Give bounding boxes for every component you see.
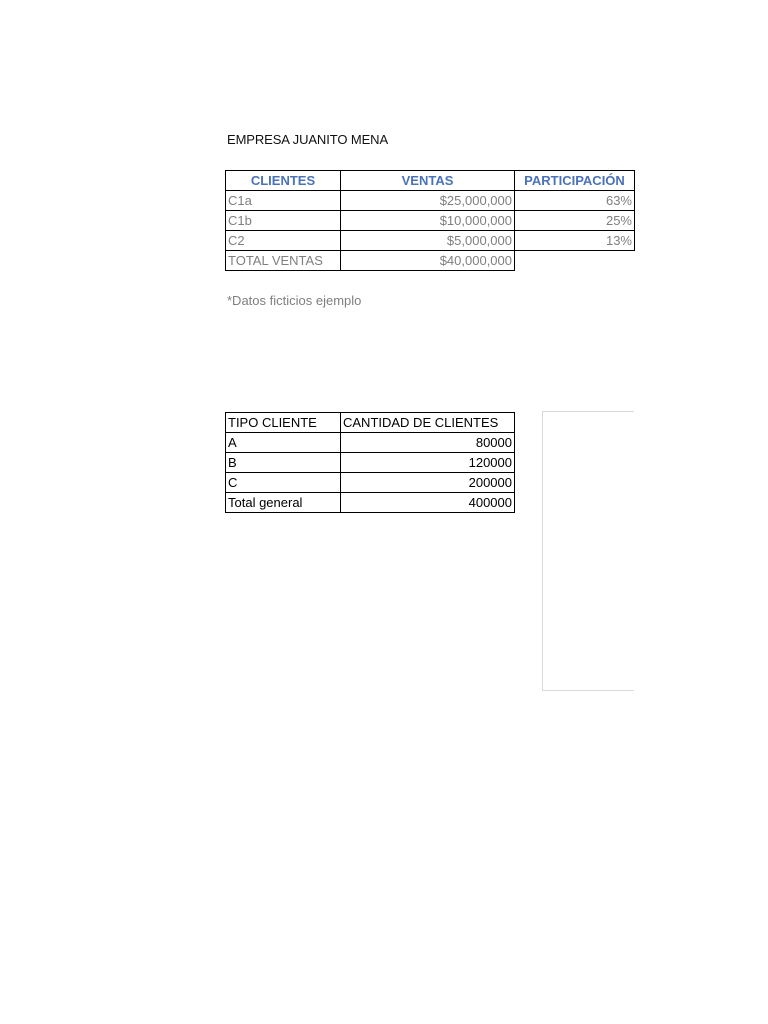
table-row: [226, 433, 515, 453]
cell-ventas: $10,000,000: [341, 211, 515, 231]
table-row: [226, 231, 635, 251]
cell-cantidad: 200000: [341, 473, 515, 493]
cell-total-value: 400000: [341, 493, 515, 513]
table-row: [226, 473, 515, 493]
table-total-row: [226, 493, 515, 513]
document-title: EMPRESA JUANITO MENA: [227, 132, 389, 147]
cell-cantidad: 120000: [341, 453, 515, 473]
table-row: [226, 191, 635, 211]
cell-participacion: 13%: [515, 231, 635, 251]
table-row: [226, 453, 515, 473]
column-header-tipo-cliente: TIPO CLIENTE: [226, 413, 341, 433]
sales-table: [225, 170, 635, 271]
column-header-cantidad: CANTIDAD DE CLIENTES: [341, 413, 515, 433]
cell-tipo: B: [226, 453, 341, 473]
table-total-row: [226, 251, 635, 271]
column-header-clientes: CLIENTES: [226, 171, 341, 191]
cell-cliente: C1a: [226, 191, 341, 211]
cell-cliente: C1b: [226, 211, 341, 231]
chart-placeholder-frame: [542, 411, 634, 691]
cell-participacion: 25%: [515, 211, 635, 231]
cell-total-label: TOTAL VENTAS: [226, 251, 341, 271]
cell-total-value: $40,000,000: [341, 251, 515, 271]
client-types-table: [225, 412, 515, 513]
table-header-row: [226, 171, 635, 191]
cell-tipo: C: [226, 473, 341, 493]
cell-cantidad: 80000: [341, 433, 515, 453]
cell-cliente: C2: [226, 231, 341, 251]
empty-cell: [515, 251, 635, 271]
cell-ventas: $5,000,000: [341, 231, 515, 251]
table-header-row: [226, 413, 515, 433]
column-header-ventas: VENTAS: [341, 171, 515, 191]
cell-tipo: A: [226, 433, 341, 453]
cell-total-label: Total general: [226, 493, 341, 513]
table-row: [226, 211, 635, 231]
cell-ventas: $25,000,000: [341, 191, 515, 211]
footnote: *Datos ficticios ejemplo: [227, 293, 362, 308]
column-header-participacion: PARTICIPACIÓN: [515, 171, 635, 191]
cell-participacion: 63%: [515, 191, 635, 211]
